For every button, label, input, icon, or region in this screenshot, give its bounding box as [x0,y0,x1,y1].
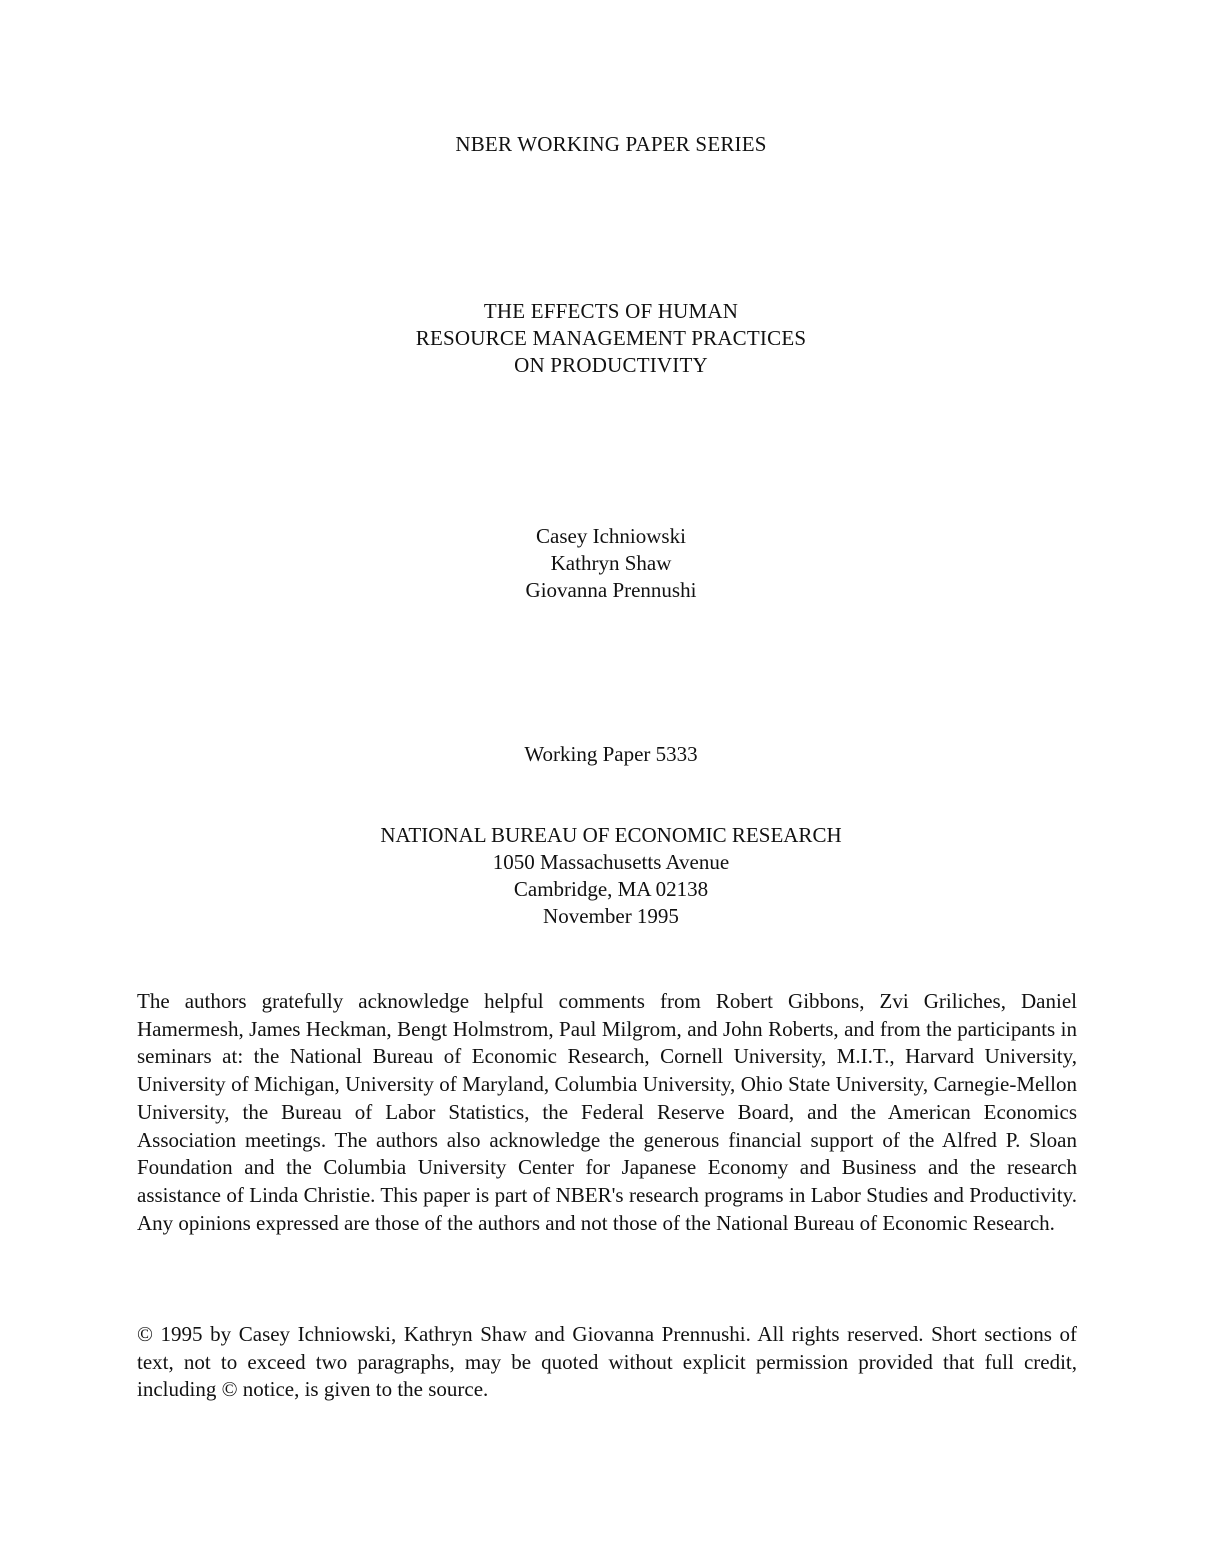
title-line: ON PRODUCTIVITY [514,353,708,377]
institution-block [0,822,1222,930]
working-paper-number: Working Paper 5333 [524,742,698,766]
author-list [0,523,1222,604]
author-name: Casey Ichniowski [536,524,686,548]
paper-title [0,298,1222,379]
copyright-paragraph: © 1995 by Casey Ichniowski, Kathryn Shaw and Giovanna Prennushi. All rights reserved. Short sections of text, not to exceed two paragraphs, may be quoted without explicit permission provided that full credit, including © notice, is given to the source. [137,1322,1077,1402]
author-name: Kathryn Shaw [550,551,672,575]
title-line: RESOURCE MANAGEMENT PRACTICES [415,326,807,350]
author-name: Giovanna Prennushi [525,578,697,602]
institution-street: 1050 Massachusetts Avenue [492,850,730,874]
series-heading: NBER WORKING PAPER SERIES [455,132,767,156]
title-line: THE EFFECTS OF HUMAN [483,299,739,323]
institution-city: Cambridge, MA 02138 [513,877,709,901]
publication-date: November 1995 [543,904,679,928]
institution-name: NATIONAL BUREAU OF ECONOMIC RESEARCH [380,823,842,847]
acknowledgement-paragraph: The authors gratefully acknowledge helpful comments from Robert Gibbons, Zvi Griliches, Daniel Hamermesh, James Heckman, Bengt Holmstrom, Paul Milgrom, and John Roberts, and from the participants in seminars at: the National Bureau of Economic Research, Cornell University, M.I.T., Harvard University, University of Michigan, University of Maryland, Columbia University, Ohio State University, Carnegie-Mellon University, the Bureau of Labor Statistics, the Federal Reserve Board, and the American Economics Association meetings. The authors also acknowledge the generous financial support of the Alfred P. Sloan Foundation and the Columbia University Center for Japanese Economy and Business and the research assistance of Linda Christie. This paper is part of NBER's research programs in Labor Studies and Productivity. Any opinions expressed are those of the authors and not those of the National Bureau of Economic Research. [137,989,1077,1235]
